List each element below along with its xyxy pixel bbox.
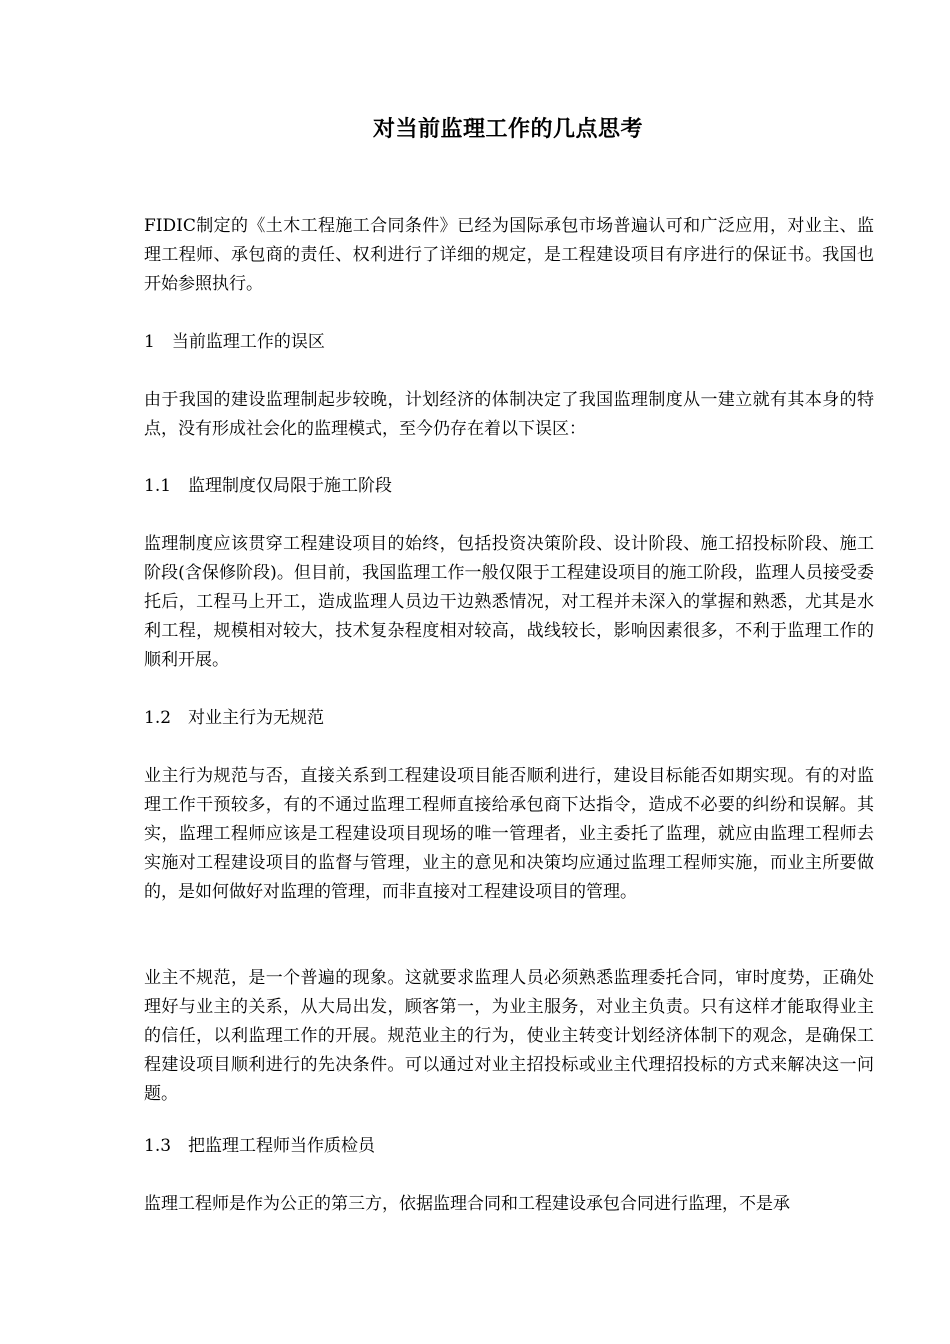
section-heading-1: 1 当前监理工作的误区 (144, 332, 325, 352)
paragraph-section-1: 由于我国的建设监理制起步较晚，计划经济的体制决定了我国监理制度从一建立就有其本身的特点，没有形成社会化的监理模式，至今仍存在着以下误区： (144, 390, 874, 439)
section-heading-1-2: 1.2 对业主行为无规范 (144, 708, 325, 728)
paragraph-section-1-2-a: 业主行为规范与否，直接关系到工程建设项目能否顺利进行，建设目标能否如期实现。有的对监理工作干预较多，有的不通过监理工程师直接给承包商下达指令，造成不必要的纠纷和误解。其实，监理工程师应该是工程建设项目现场的唯一管理者，业主委托了监理，就应由监理工程师去实施对工程建设项目的监督与管理，业主的意见和决策均应通过监理工程师实施，而业主所要做的，是如何做好对监理的管理，而非直接对工程建设项目的管理。 (144, 766, 874, 902)
section-heading-1-3: 1.3 把监理工程师当作质检员 (144, 1136, 376, 1156)
document-title: 对当前监理工作的几点思考 (372, 116, 643, 142)
paragraph-section-1-1: 监理制度应该贯穿工程建设项目的始终，包括投资决策阶段、设计阶段、施工招投标阶段、施工阶段(含保修阶段)。但目前，我国监理工作一般仅限于工程建设项目的施工阶段，监理人员接受委托后，工程马上开工，造成监理人员边干边熟悉情况，对工程并未深入的掌握和熟悉，尤其是水利工程，规模相对较大，技术复杂程度相对较高，战线较长，影响因素很多，不利于监理工作的顺利开展。 (144, 534, 874, 670)
paragraph-section-1-2-b: 业主不规范，是一个普遍的现象。这就要求监理人员必须熟悉监理委托合同，审时度势，正确处理好与业主的关系，从大局出发，顾客第一，为业主服务，对业主负责。只有这样才能取得业主的信任，以利监理工作的开展。规范业主的行为，使业主转变计划经济体制下的观念，是确保工程建设项目顺利进行的先决条件。可以通过对业主招投标或业主代理招投标的方式来解决这一问题。 (144, 968, 874, 1104)
paragraph-section-1-3: 监理工程师是作为公正的第三方，依据监理合同和工程建设承包合同进行监理，不是承 (144, 1194, 790, 1214)
paragraph-intro: FIDIC制定的《土木工程施工合同条件》已经为国际承包市场普遍认可和广泛应用，对业主、监理工程师、承包商的责任、权利进行了详细的规定，是工程建设项目有序进行的保证书。我国也开始参照执行。 (144, 216, 874, 294)
section-heading-1-1: 1.1 监理制度仅局限于施工阶段 (144, 476, 393, 496)
